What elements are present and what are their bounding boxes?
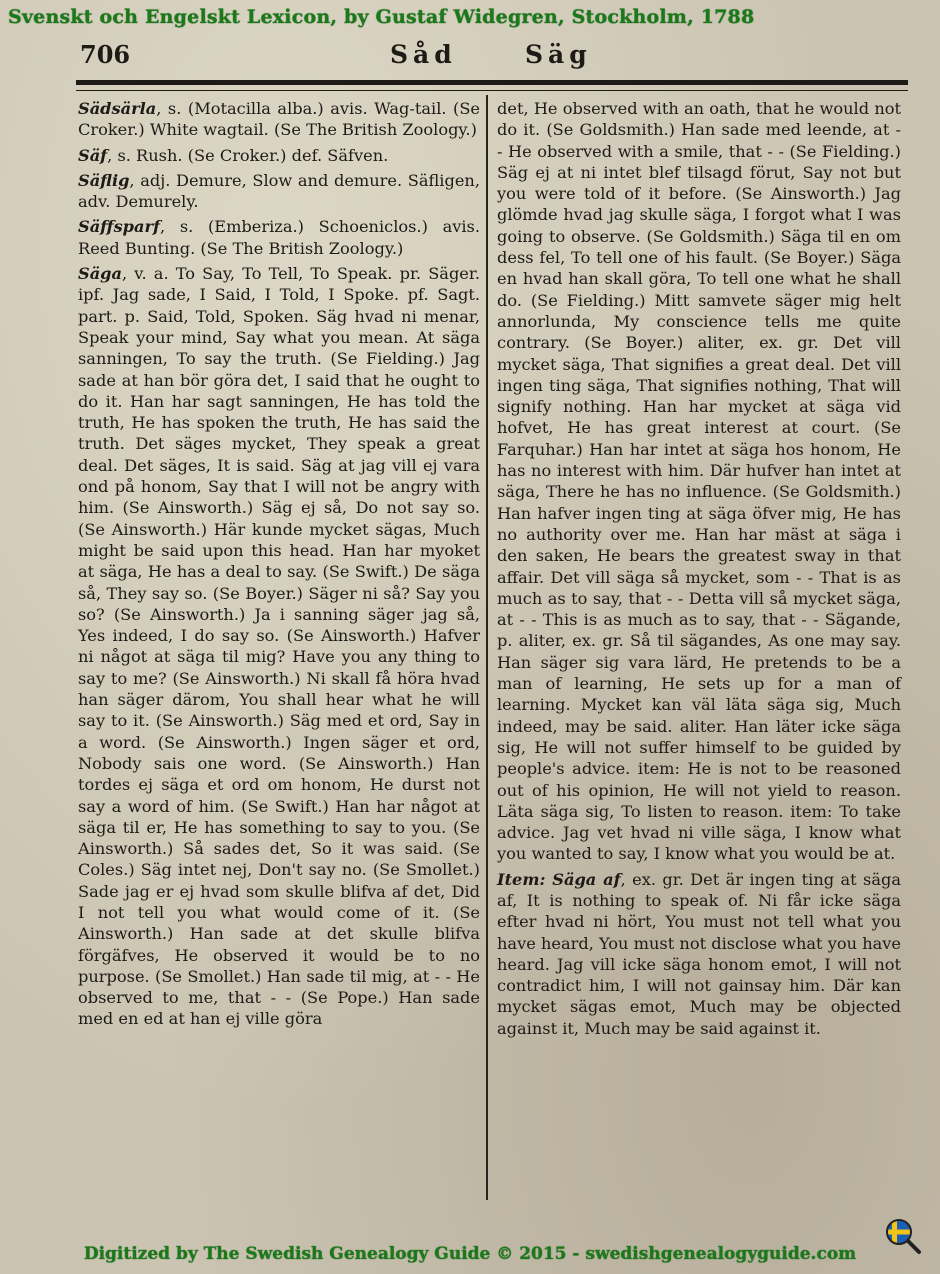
entry-text: , s. (Motacilla alba.) avis. Wag-tail. (Se Croker.) White wagtail. (Se The British Zoology.)	[78, 99, 480, 140]
running-head-left: Såd	[390, 40, 457, 69]
header-rule-thick	[76, 80, 908, 85]
entry-text: , s. (Emberiza.) Schoeniclos.) avis. Reed Bunting. (Se The British Zoology.)	[78, 217, 480, 258]
left-column	[78, 98, 480, 1034]
headword: Item: Säga af	[497, 869, 621, 889]
entry-text: , v. a. To Say, To Tell, To Speak. pr. Säger. ipf. Jag sade, I Said, I Told, I Spoke. pf. Sagt. part. p. Said, Told, Spoken. Säg hvad ni menar, Speak your mind, Say what you mean. At säga sanningen, To say the truth. (Se Fielding.) Jag sade at han bör göra det, I said that he ought to do it. Han har sagt sanningen, He has told the truth, He has spoken the truth, He has said the truth. Det säges mycket, They speak a great deal. Det säges, It is said. Säg at jag vill ej vara ond på honom, Say that I will not be angry with him. (Se Ainsworth.) Säg ej så, Do not say so. (Se Ainsworth.) Här kunde mycket sägas, Much might be said upon this head. Han har myoket at säga, He has a deal to say. (Se Swift.) De säga så, They say so. (Se Boyer.) Säger ni så? Say you so? (Se Ainsworth.) Ja i sanning säger jag så, Yes indeed, I do say so. (Se Ainsworth.) Hafver ni något at säga til mig? Have you any thing to say to me? (Se Ainsworth.) Ni skall få höra hvad han säger därom, You shall hear what he will say to it. (Se Ainsworth.) Säg med et ord, Say in a word. (Se Ainsworth.) Ingen säger et ord, Nobody sais one word. (Se Ainsworth.) Han tordes ej säga et ord om honom, He durst not say a word of him. (Se Swift.) Han har något at säga til er, He has something to say to you. (Se Ainsworth.) Så sades det, So it was said. (Se Coles.) Säg intet nej, Don't say no. (Se Smollet.) Sade jag er ej hvad som skulle blifva af det, Did I not tell you what would come of it. (Se Ainsworth.) Han sade at det skulle blifva förgäfves, He observed it would be to no purpose. (Se Smollet.) Han sade til mig, at - - He observed to me, that - - (Se Pope.) Han sade med en ed at han ej ville göra	[78, 264, 480, 1029]
running-head-right: Säg	[525, 40, 592, 69]
dictionary-entry	[497, 869, 901, 1039]
bottom-banner: Digitized by The Swedish Genealogy Guide © 2015 - swedishgenealogyguide.com	[83, 1244, 857, 1264]
page-number: 706	[80, 40, 131, 69]
dictionary-entry	[497, 98, 901, 865]
dictionary-entry	[78, 216, 480, 259]
swedish-flag-magnifier-icon	[884, 1217, 922, 1255]
entry-text: det, He observed with an oath, that he would not do it. (Se Goldsmith.) Han sade med leende, at - - He observed with a smile, that - - (Se Fielding.) Säg ej at ni intet blef tilsagd förut, Say not but you were told of it before. (Se Ainsworth.) Jag glömde hvad jag skulle säga, I forgot what I was going to observe. (Se Goldsmith.) Säga til en om dess fel, To tell one of his fault. (Se Boyer.) Säga en hvad han skall göra, To tell one what he shall do. (Se Fielding.) Mitt samvete säger mig helt annorlunda, My conscience tells me quite contrary. (Se Boyer.) aliter, ex. gr. Det vill mycket säga, That signifies a great deal. Det vill ingen ting säga, That signifies nothing, That will signify nothing. Han har mycket at säga vid hofvet, He has great interest at court. (Se Farquhar.) Han har intet at säga hos honom, He has no interest with him. Där hufver han intet at säga, There he has no influence. (Se Goldsmith.) Han hafver ingen ting at säga öfver mig, He has no authority over me. Han har mäst at säga i den saken, He bears the greatest sway in that affair. Det vill säga så mycket, som - - That is as much as to say, that - - Detta vill så mycket säga, at - - This is as much as to say, that - - Sägande, p. aliter, ex. gr. Så til sägandes, As one may say. Han säger sig vara lärd, He pretends to be a man of learning, He sets up for a man of learning. Mycket kan väl läta säga sig, Much indeed, may be said. aliter. Han läter icke säga sig, He will not suffer himself to be guided by people's advice. item: He is not to be reasoned out of his opinion, He will not yield to reason. Läta säga sig, To listen to reason. item: To take advice. Jag vet hvad ni ville säga, I know what you wanted to say, I know what you would be at.	[497, 99, 901, 864]
headword: Sädsärla	[78, 99, 157, 118]
headword: Säga	[78, 264, 122, 284]
top-banner: Svenskt och Engelskt Lexicon, by Gustaf Widegren, Stockholm, 1788	[8, 6, 755, 28]
entry-text: , s. Rush. (Se Croker.) def. Säfven.	[107, 145, 389, 165]
headword: Säflig	[78, 170, 130, 190]
entry-text: , adj. Demure, Slow and demure. Säfligen, adv. Demurely.	[78, 170, 480, 212]
column-divider	[486, 95, 488, 1200]
right-column	[497, 98, 901, 1043]
headword: Säffsparf	[78, 217, 160, 237]
dictionary-entry	[78, 145, 480, 166]
header-rule-thin	[76, 90, 908, 91]
dictionary-entry	[78, 98, 480, 141]
entry-text: , ex. gr. Det är ingen ting at säga af, It is nothing to speak of. Ni får icke säga efter hvad ni hört, You must not tell what you have heard, You must not disclose what you have heard. Jag vill icke säga honom emot, I will not contradict him, I will not gainsay him. Där kan mycket sägas emot, Much may be objected against it, Much may be said against it.	[497, 869, 901, 1038]
headword: Säf	[78, 145, 108, 165]
dictionary-entry	[78, 263, 480, 1030]
dictionary-entry	[78, 170, 480, 213]
